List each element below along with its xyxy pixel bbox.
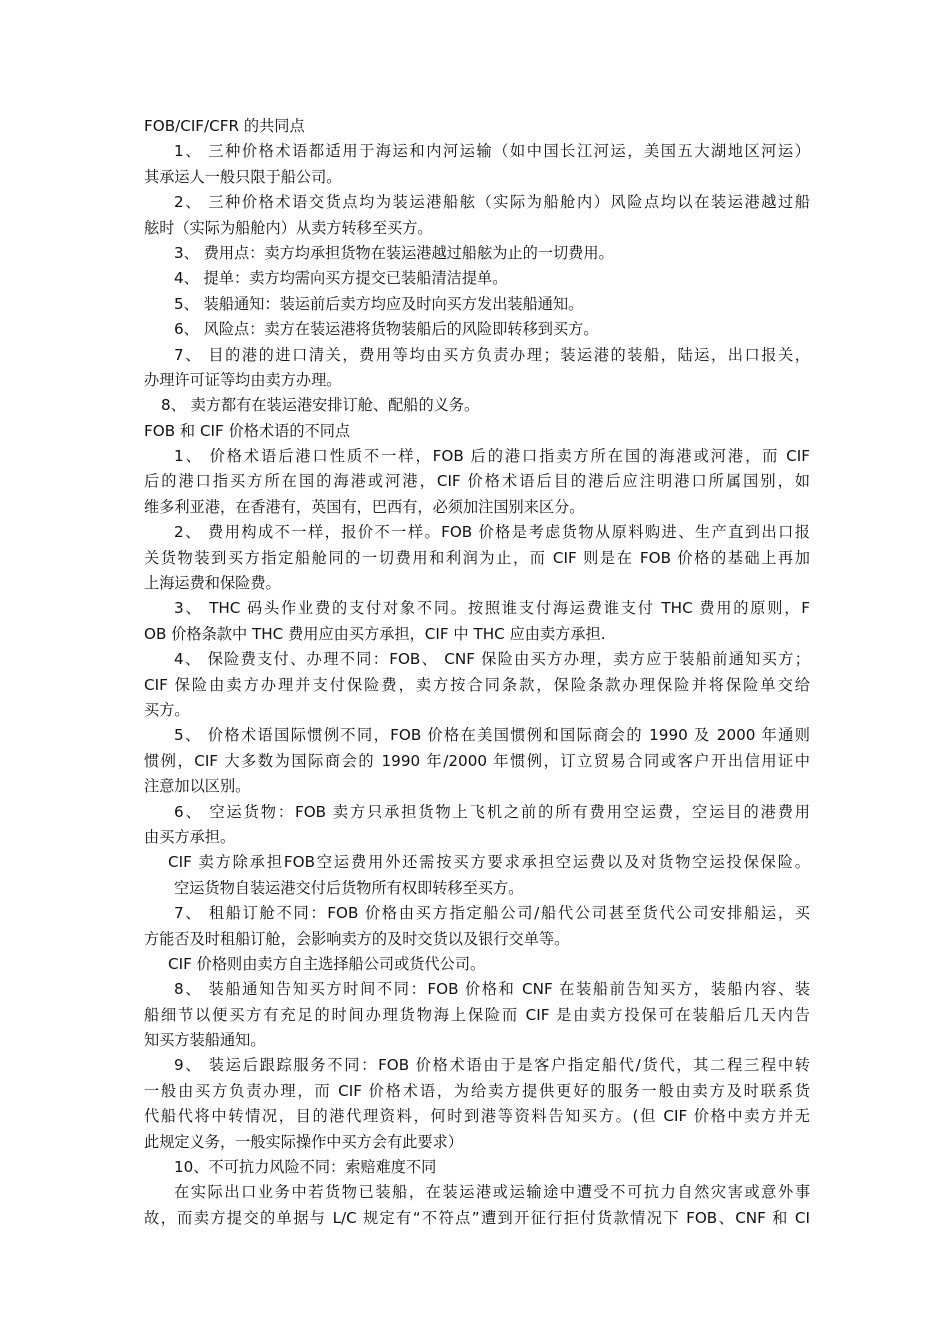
- heading-differences: FOB 和 CIF 价格术语的不同点: [144, 421, 351, 440]
- paragraph-line: 7、 目的港的进口清关，费用等均由买方负责办理；装运港的装船，陆运，出口报关，: [174, 345, 810, 364]
- paragraph-line: 惯例，CIF 大多数为国际商会的 1990 年/2000 年惯例，订立贸易合同或客户开出信用证中: [144, 751, 810, 770]
- paragraph-line: 办理许可证等均由卖方办理。: [144, 370, 342, 389]
- heading-common-points: FOB/CIF/CFR 的共同点: [144, 117, 305, 135]
- paragraph-line: 故，而卖方提交的单据与 L/C 规定有“不符点”遭到开征行拒付货款情况下 FOB、CNF 和 CI: [144, 1208, 810, 1227]
- paragraph-line: 2、 三种价格术语交货点均为装运港船舷（实际为船舱内）风险点均以在装运港越过船: [174, 193, 810, 212]
- paragraph-line: 后的港口指买方所在国的海港或河港，CIF 价格术语后目的港后应注明港口所属国别，如: [144, 472, 810, 491]
- paragraph-line: 7、 租船订舱不同：FOB 价格由买方指定船公司/船代公司甚至货代公司安排船运，买: [174, 904, 810, 923]
- paragraph-line: 空运货物自装运港交付后货物所有权即转移至买方。: [174, 878, 524, 897]
- paragraph-line: 3、 THC 码头作业费的支付对象不同。按照谁支付海运费谁支付 THC 费用的原则，F: [174, 599, 810, 618]
- paragraph-line: 3、 费用点：卖方均承担货物在装运港越过船舷为止的一切费用。: [174, 243, 614, 262]
- paragraph-line: 在实际出口业务中若货物已装船，在装运港或运输途中遭受不可抗力自然灾害或意外事: [174, 1183, 810, 1202]
- paragraph-line: 维多利亚港，在香港有，英国有，巴西有，必须加注国别来区分。: [144, 497, 585, 516]
- paragraph-line: 5、 价格术语国际惯例不同，FOB 价格在美国惯例和国际商会的 1990 及 2000 年通则: [174, 726, 810, 745]
- paragraph-line: 买方。: [144, 700, 190, 719]
- paragraph-line: 舷时（实际为船舱内）从卖方转移至买方。: [144, 218, 433, 237]
- paragraph-line: 一般由买方负责办理，而 CIF 价格术语，为给卖方提供更好的服务一般由卖方及时联系货: [144, 1081, 810, 1100]
- paragraph-line: 6、 风险点：卖方在装运港将货物装船后的风险即转移到买方。: [174, 320, 599, 339]
- paragraph-line: 其承运人一般只限于船公司。: [144, 167, 342, 186]
- paragraph-line: 方能否及时租船订舱，会影响卖方的及时交货以及银行交单等。: [144, 929, 570, 948]
- document-body: [144, 114, 810, 1231]
- paragraph-line: CIF 卖方除承担FOB空运费用外还需按买方要求承担空运费以及对货物空运投保保险。: [168, 853, 810, 872]
- paragraph-line: 1、 三种价格术语都适用于海运和内河运输（如中国长江河运，美国五大湖地区河运）: [174, 142, 810, 161]
- paragraph-line: OB 价格条款中 THC 费用应由买方承担，CIF 中 THC 应由卖方承担.: [144, 624, 606, 643]
- paragraph-line: 1、 价格术语后港口性质不一样，FOB 后的港口指卖方所在国的海港或河港，而 CIF: [174, 447, 810, 466]
- paragraph-line: 2、 费用构成不一样，报价不一样。FOB 价格是考虑货物从原料购进、生产直到出口报: [174, 523, 810, 542]
- paragraph-line: 4、 提单：卖方均需向买方提交已装船清洁提单。: [174, 269, 508, 288]
- paragraph-line: 由买方承担。: [144, 827, 236, 846]
- paragraph-line: 注意加以区别。: [144, 777, 251, 796]
- paragraph-line: 此规定义务，一般实际操作中买方会有此要求）: [144, 1132, 463, 1151]
- paragraph-line: CIF 保险由卖方办理并支付保险费，卖方按合同条款，保险条款办理保险并将保险单交给: [144, 675, 810, 694]
- paragraph-line: 6、 空运货物：FOB 卖方只承担货物上飞机之前的所有费用空运费，空运目的港费用: [174, 802, 810, 821]
- paragraph-line: 8、 装船通知告知买方时间不同：FOB 价格和 CNF 在装船前告知买方，装船内容、装: [174, 980, 810, 999]
- paragraph-line: 关货物装到买方指定船舱同的一切费用和利润为止，而 CIF 则是在 FOB 价格的基础上再加: [144, 548, 810, 567]
- paragraph-line: 代船代将中转情况，目的港代理资料，何时到港等资料告知买方。(但 CIF 价格中卖方并无: [144, 1107, 810, 1126]
- paragraph-line: 船细节以便买方有充足的时间办理货物海上保险而 CIF 是由卖方投保可在装船后几天内告: [144, 1005, 810, 1024]
- paragraph-line: 8、 卖方都有在装运港安排订舱、配船的义务。: [161, 396, 480, 415]
- paragraph-line: 5、 装船通知：装运前后卖方均应及时向买方发出装船通知。: [174, 294, 584, 313]
- paragraph-line: CIF 价格则由卖方自主选择船公司或货代公司。: [168, 954, 486, 973]
- paragraph-line: 上海运费和保险费。: [144, 574, 281, 593]
- paragraph-line: 知买方装船通知。: [144, 1031, 266, 1050]
- paragraph-line: 4、 保险费支付、办理不同：FOB、 CNF 保险由买方办理，卖方应于装船前通知买方；: [174, 650, 810, 669]
- paragraph-line: 9、 装运后跟踪服务不同：FOB 价格术语由于是客户指定船代/货代，其二程三程中转: [174, 1056, 810, 1075]
- paragraph-line: 10、不可抗力风险不同：索赔难度不同: [174, 1158, 437, 1177]
